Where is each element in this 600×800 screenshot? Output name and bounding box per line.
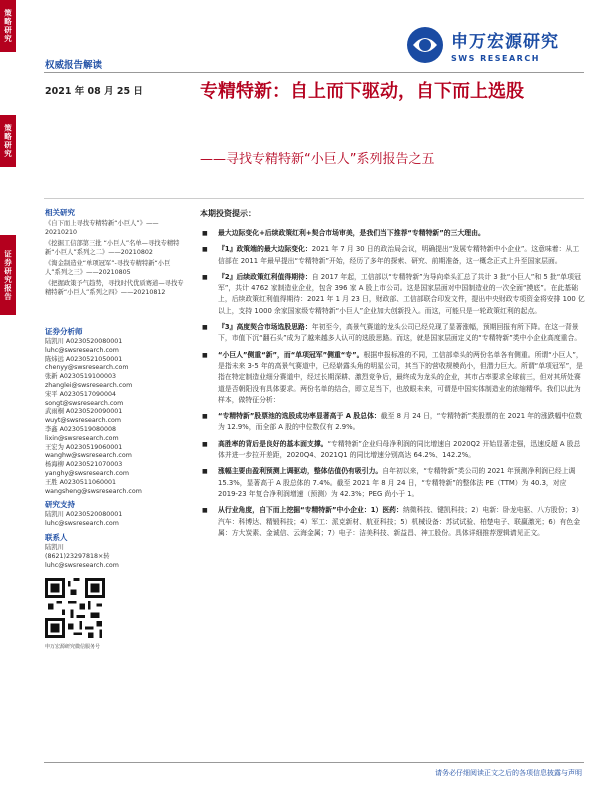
analyst-email[interactable]: wuyt@swsresearch.com — [45, 417, 122, 425]
report-date: 2021 年 08 月 25 日 — [45, 86, 143, 97]
company-logo — [405, 25, 559, 65]
related-item[interactable]: 《挖掘工信部第三批 “小巨人”名单—寻找专精特新“小巨人”系列之二》——20210802 — [45, 240, 180, 256]
sidebar-info — [45, 208, 185, 652]
analyst-line: 陆凯川 A0230520080001 — [45, 338, 123, 345]
investment-summary — [200, 208, 585, 544]
summary-bullet: ■ 从行业角度，自下而上挖掘“专精特新”中小企业：1）医药：纳微科技、键凯科技；2）电新：卧龙电驱、八方股份；3）汽车：科博达、精锻科技；4）军工：派克新材、航亚科技；5）机械设备：苏试试验、柏楚电子、联赢激光；6）有色金属：方大炭素、金诚信、云海金属；7）电子：洁美科技、新益昌、神工股份。具体详细推荐逻辑请见正文。 — [200, 505, 585, 539]
related-research-heading: 相关研究 — [45, 208, 75, 217]
qr-caption: 申万宏源研究微信服务号 — [45, 644, 101, 651]
support-line: 陆凯川 A0230520080001 — [45, 511, 123, 519]
contact-name: 陆凯川 — [45, 543, 64, 551]
report-title: 专精特新：自上而下驱动，自下而上选股 — [200, 81, 524, 102]
header-divider — [44, 72, 584, 73]
side-tab-strategy: 策略研究 — [0, 0, 16, 52]
analyst-line: 王胜 A0230511060001 — [45, 478, 116, 486]
sws-logo-icon — [405, 25, 445, 65]
report-type-label: 权威报告解读 — [45, 60, 103, 71]
analyst-line: 杨海柳 A0230521070003 — [45, 461, 123, 469]
related-item[interactable]: 《把握政策予气趋势，寻找时代优质赛道—寻找专精特新“小巨人”系列之四》——20210812 — [45, 280, 184, 296]
summary-bullet: ■ 最大边际变化+后续政策红利+契合市场审美，是我们当下推荐“专精特新”的三大理由。 — [200, 228, 585, 239]
analysts-heading: 证券分析师 — [45, 327, 83, 336]
analyst-email[interactable]: chenyy@swsresearch.com — [45, 364, 129, 372]
side-tab-strategy-2: 策略研究 — [0, 115, 16, 167]
disclaimer-footer[interactable]: 请务必仔细阅读正文之后的各项信息披露与声明 — [435, 769, 582, 777]
analyst-line: 武雨桐 A0230520090001 — [45, 408, 123, 416]
report-subtitle: ——寻找专精特新“小巨人”系列报告之五 — [200, 152, 435, 167]
summary-bullet: ■ 『2』后续政策红利值得期待：自 2017 年起，工信部以“专精特新”为导向牵头汇总了共计 3 批“小巨人”和 5 批“单项冠军”，共计 4762 家制造业企业，包含 396 家 A 股上市公司。这是国家层面对中国制造业的一次全面“摸底”。在此基础上，后续政策红利值得期待：2021 年 1 月 23 日，财政部、工信部联合印发文件，提出中央财政专项资金将安排 100 亿以上，支持 1000 余家国家级专精特新“小巨人”企业加大创新投入。而这，可能只是一轮政策红利的起点。 — [200, 272, 585, 317]
analyst-email[interactable]: wanghw@swsresearch.com — [45, 452, 132, 460]
analyst-email[interactable]: lixin@swsresearch.com — [45, 434, 119, 442]
summary-bullet: ■ 『1』政策端的最大边际变化：2021 年 7 月 30 日的政治局会议，明确提出“发展专精特新中小企业”。这意味着：从工信部在 2011 年最早提出“专精特新”开始，经历了多年的探索、研究、前期准备，这一概念正式上升至国家层面。 — [200, 244, 585, 267]
analyst-email[interactable]: yanghy@swsresearch.com — [45, 469, 129, 477]
summary-heading: 本期投资提示： — [200, 209, 256, 218]
summary-bullet: ■ 高胜率的背后是良好的基本面支撑。“专精特新”企业归母净利润的同比增速自 2020Q2 开始显著走强，迅速反超 A 股总体并进一步拉开差距，2020Q4、2021Q1 的同比增速分别高达 64.2%、142.2%。 — [200, 439, 585, 462]
analyst-line: 陈炜远 A0230521050001 — [45, 355, 123, 363]
related-item[interactable]: 《自下而上寻找专精特新“小巨人”》——20210210 — [45, 220, 159, 236]
analyst-line: 张新 A0230519100003 — [45, 373, 116, 381]
analyst-line: 李鑫 A0230519080008 — [45, 425, 116, 433]
side-strip — [0, 0, 16, 800]
analyst-email[interactable]: zhanglei@swsresearch.com — [45, 381, 133, 389]
contact-phone: (8621)23297818×转 — [45, 552, 110, 560]
related-item[interactable]: 《淘金制造业“单项冠军”-寻找专精特新“小巨人”系列之三》——20210805 — [45, 260, 171, 276]
analyst-email[interactable]: wangsheng@swsresearch.com — [45, 487, 142, 495]
research-support-heading: 研究支持 — [45, 500, 75, 510]
analyst-email[interactable]: luhc@swsresearch.com — [45, 346, 119, 354]
analyst-email[interactable]: songt@swsresearch.com — [45, 399, 124, 407]
qr-code-icon — [45, 578, 105, 638]
summary-bullet: ■ 涨幅主要由盈利预测上调驱动，整体估值仍有吸引力。自年初以来，“专精特新”类公司的 2021 年预测净利润已经上调 15.3%，显著高于 A 股总体的 7.4%。截至 2021 年 8 月 24 日，“专精特新”的整体法 PE（TTM）为 40.3，对应 2019-23 年复合净利润增速（预测）为 42.3%；PEG 尚小于 1。 — [200, 466, 585, 500]
contact-email[interactable]: luhc@swsresearch.com — [45, 561, 119, 569]
footer-divider — [44, 762, 584, 763]
logo-cn: 申万宏源研究 — [451, 32, 559, 52]
logo-en: SWS RESEARCH — [451, 54, 540, 63]
analyst-line: 王宏为 A0230519060001 — [45, 443, 123, 451]
analyst-line: 宋平 A0230517090004 — [45, 390, 116, 398]
summary-bullet: ■ 『3』高度契合市场选股思路：年初至今，高景气赛道的龙头公司已经兑现了显著涨幅，预期回报有所下降。在这一背景下，市值下沉“翻石头”成为了越来越多人认可的选股思路。而这，就是国家层面定义的“专精特新”类中小企业高度重合。 — [200, 322, 585, 345]
side-tab-securities-report: 证券研究报告 — [0, 235, 16, 315]
contact-heading: 联系人 — [45, 532, 68, 542]
title-divider — [44, 198, 584, 199]
summary-bullet: ■ “小巨人”侧重“新”，而“单项冠军”侧重“专”。根据申报标准的不同，工信部牵头的两份名单各有侧重。所谓“小巨人”，是指未来 3-5 年的高景气赛道中，已经崭露头角的明星公司，其当下的营收规模尚小，但潜力巨大。所谓“单项冠军”，是指在特定制造业细分赛道中，经过长期深耕、激烈竞争后，最终成为龙头的企业，其市占率要求全球前三，但对其所处赛道是否朝阳没有具体要求。两份名单的结合，即立足当下，也放眼未来，可谓是中国实体制造业的浓缩精华。我们以此为样本，做特征分析： — [200, 350, 585, 406]
support-email[interactable]: luhc@swsresearch.com — [45, 520, 119, 528]
summary-bullet: ■ “专精特新”股票池的选股成功率显著高于 A 股总体：截至 8 月 24 日，“专精特新”类股票的在 2021 年的涨跌幅中位数为 12.9%，而全部 A 股的中位数仅有 2.9%。 — [200, 411, 585, 434]
